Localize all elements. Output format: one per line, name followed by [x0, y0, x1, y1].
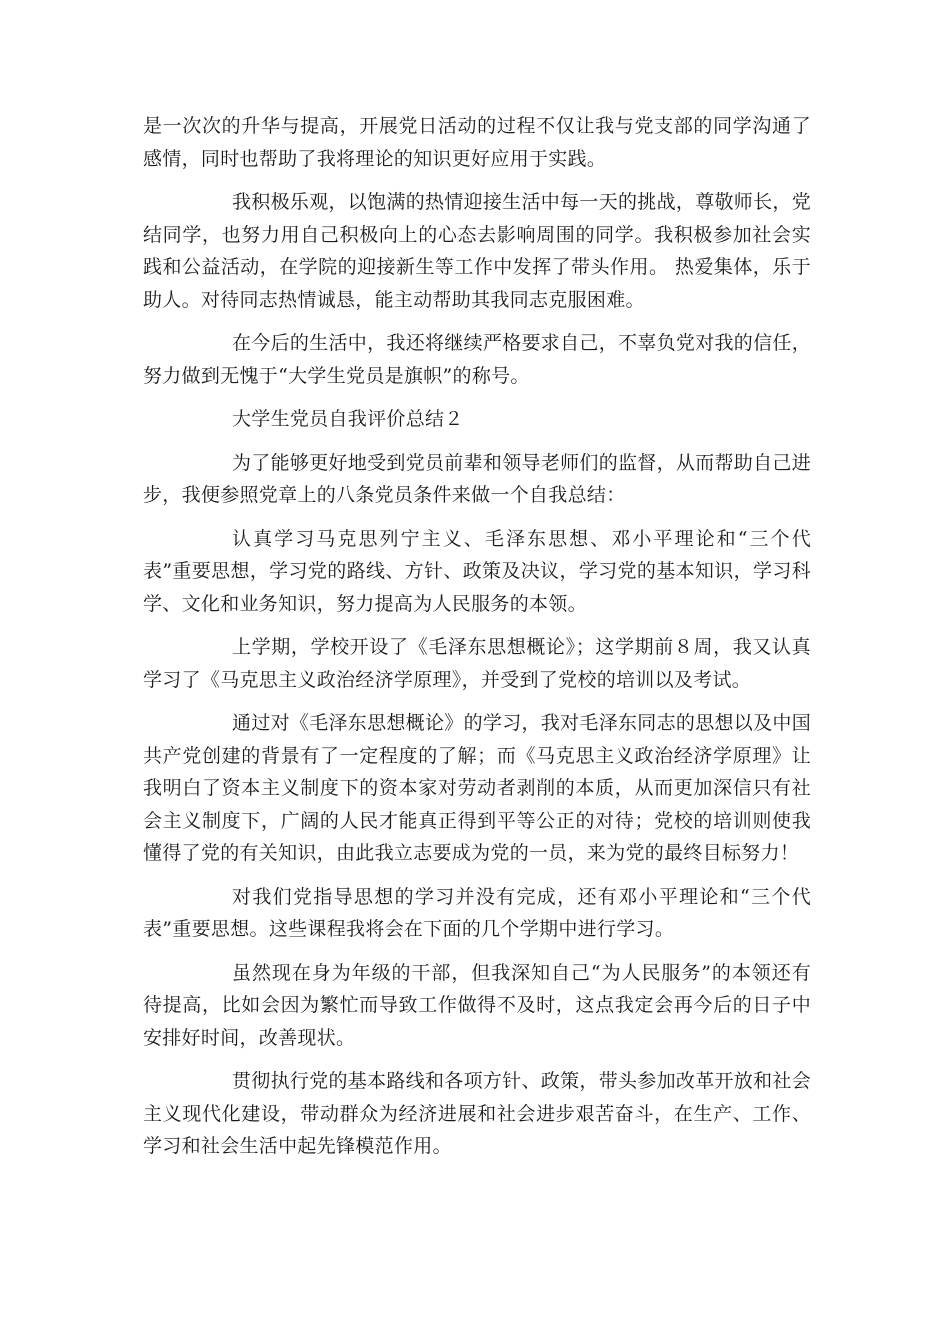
paragraph: 虽然现在身为年级的干部，但我深知自己“为人民服务”的本领还有待提高，比如会因为繁忙而导致工作做得不及时，这点我定会再今后的日子中安排好时间，改善现状。	[143, 961, 811, 1049]
document-body	[143, 110, 811, 1174]
paragraph: 在今后的生活中，我还将继续严格要求自己，不辜负党对我的信任，努力做到无愧于“大学生党员是旗帜”的称号。	[143, 332, 812, 387]
paragraph-continuation: 是一次次的升华与提高，开展党日活动的过程不仅让我与党支部的同学沟通了感情，同时也帮助了我将理论的知识更好应用于实践。	[143, 115, 811, 170]
paragraph: 认真学习马克思列宁主义、毛泽东思想、邓小平理论和“三个代表”重要思想，学习党的路线、方针、政策及决议，学习党的基本知识，学习科学、文化和业务知识，努力提高为人民服务的本领。	[143, 527, 811, 615]
paragraph: 上学期，学校开设了《毛泽东思想概论》；这学期前８周，我又认真学习了《马克思主义政治经济学原理》，并受到了党校的培训以及考试。	[143, 636, 811, 691]
paragraph: 为了能够更好地受到党员前辈和领导老师们的监督，从而帮助自己进步，我便参照党章上的八条党员条件来做一个自我总结：	[143, 451, 812, 506]
paragraph: 贯彻执行党的基本路线和各项方针、政策，带头参加改革开放和社会主义现代化建设，带动群众为经济进展和社会进步艰苦奋斗，在生产、工作、学习和社会生活中起先锋模范作用。	[143, 1070, 812, 1157]
paragraph: 我积极乐观，以饱满的热情迎接生活中每一天的挑战，尊敬师长，党结同学，也努力用自己积极向上的心态去影响周围的同学。我积极参加社会实践和公益活动，在学院的迎接新生等工作中发挥了带头作用。 热爱集体，乐于助人。对待同志热情诚恳，能主动帮助其我同志克服困难。	[143, 191, 812, 311]
section-heading: 大学生党员自我评价总结２	[232, 408, 464, 430]
paragraph: 对我们党指导思想的学习并没有完成，还有邓小平理论和“三个代表”重要思想。这些课程我将会在下面的几个学期中进行学习。	[143, 885, 811, 940]
paragraph: 通过对《毛泽东思想概论》的学习，我对毛泽东同志的思想以及中国共产党创建的背景有了一定程度的了解；而《马克思主义政治经济学原理》让我明白了资本主义制度下的资本家对劳动者剥削的本质，从而更加深信只有社会主义制度下，广阔的人民才能真正得到平等公正的对待；党校的培训则使我懂得了党的有关知识，由此我立志要成为党的一员，来为党的最终目标努力！	[143, 712, 812, 864]
